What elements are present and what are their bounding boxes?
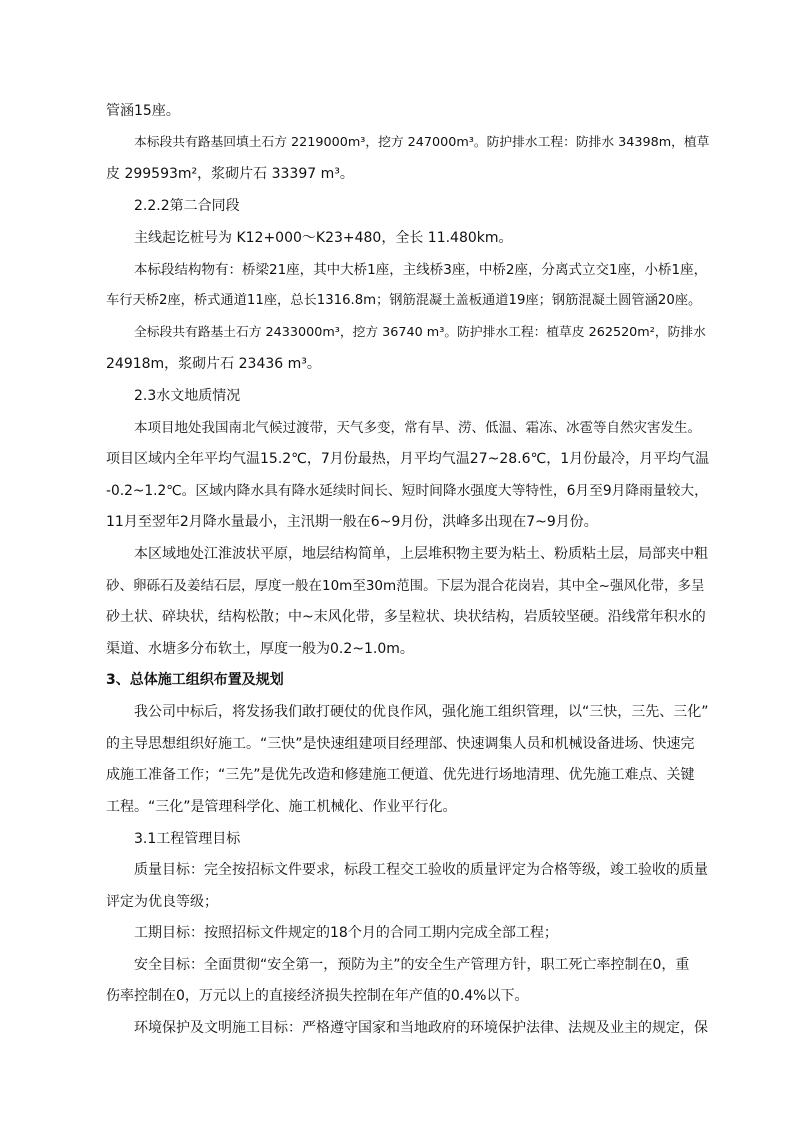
paragraph-line: 本标段共有路基回填土石方 2219000m³，挖方 247000m³。防护排水工程：防排水 34398m，植草 [134, 135, 710, 150]
paragraph-line: 主线起讫桩号为 K12+000～K23+480，全长 11.480km。 [134, 230, 513, 246]
paragraph-line: 项目区域内全年平均气温15.2℃，7月份最热，月平均气温27~28.6℃，1月份最冷，月平均气温 [106, 451, 710, 467]
paragraph-line: 本标段结构物有：桥梁21座，其中大桥1座，主线桥3座，中桥2座，分离式立交1座，小桥1座， [134, 262, 708, 278]
paragraph-line: 环境保护及文明施工目标：严格遵守国家和当地政府的环境保护法律、法规及业主的规定，保 [134, 1020, 708, 1036]
paragraph-line: 的主导思想组织好施工。“三快”是快速组建项目经理部、快速调集人员和机械设备进场、快速完 [106, 736, 695, 752]
paragraph-line: 本项目地处我国南北气候过渡带，天气多变，常有旱、涝、低温、霜冻、冰雹等自然灾害发生。 [134, 420, 701, 436]
paragraph-line: 安全目标：全面贯彻“安全第一，预防为主”的安全生产管理方针，职工死亡率控制在0，重 [134, 957, 690, 973]
paragraph-line: 砂土状、碎块状，结构松散；中~末风化带，多呈粒状、块状结构，岩质较坚硬。沿线常年积水的 [106, 609, 706, 625]
chapter-heading: 3、总体施工组织布置及规划 [106, 672, 284, 688]
paragraph-line: 24918m，浆砌片石 23436 m³。 [106, 356, 321, 372]
section-heading: 3.1工程管理目标 [134, 831, 241, 847]
paragraph-line: 渠道、水塘多分布软土，厚度一般为0.2~1.0m。 [106, 641, 414, 657]
paragraph-line: 评定为优良等级； [106, 894, 218, 910]
paragraph-line: 11月至翌年2月降水量最小，主汛期一般在6~9月份，洪峰多出现在7~9月份。 [106, 514, 598, 530]
paragraph-line: 成施工准备工作；“三先”是优先改造和修建施工便道、优先进行场地清理、优先施工难点、关键 [106, 767, 695, 783]
paragraph-line: 工期目标：按照招标文件规定的18个月的合同工期内完成全部工程； [134, 925, 558, 941]
paragraph-line: 皮 299593m²，浆砌片石 33397 m³。 [106, 166, 354, 182]
paragraph-line: 我公司中标后，将发扬我们敢打硬仗的优良作风，强化施工组织管理，以“三快，三先、三化” [134, 704, 709, 720]
paragraph-line: 伤率控制在0，万元以上的直接经济损失控制在年产值的0.4%以下。 [106, 988, 529, 1004]
paragraph-line: -0.2~1.2℃。区域内降水具有降水延续时间长、短时间降水强度大等特性，6月至9月降雨量较大， [106, 483, 708, 499]
paragraph-line: 车行天桥2座，桥式通道11座，总长1316.8m；钢筋混凝土盖板通道19座；钢筋混凝土圆管涵20座。 [106, 293, 702, 308]
paragraph-line: 管涵15座。 [106, 103, 180, 119]
paragraph-line: 质量目标：完全按招标文件要求，标段工程交工验收的质量评定为合格等级，竣工验收的质量 [134, 862, 708, 878]
paragraph-line: 工程。“三化”是管理科学化、施工机械化、作业平行化。 [106, 799, 457, 815]
paragraph-line: 砂、卵砾石及姜结石层，厚度一般在10m至30m范围。下层为混合花岗岩，其中全~强风化带，多呈 [106, 578, 705, 594]
paragraph-line: 全标段共有路基土石方 2433000m³，挖方 36740 m³。防护排水工程：植草皮 262520m²，防排水 [134, 325, 706, 340]
section-heading: 2.3水文地质情况 [134, 388, 241, 404]
section-heading: 2.2.2第二合同段 [134, 198, 240, 214]
paragraph-line: 本区域地处江淮波状平原，地层结构简单，上层堆积物主要为粘土、粉质粘土层，局部夹中粗 [134, 546, 708, 562]
